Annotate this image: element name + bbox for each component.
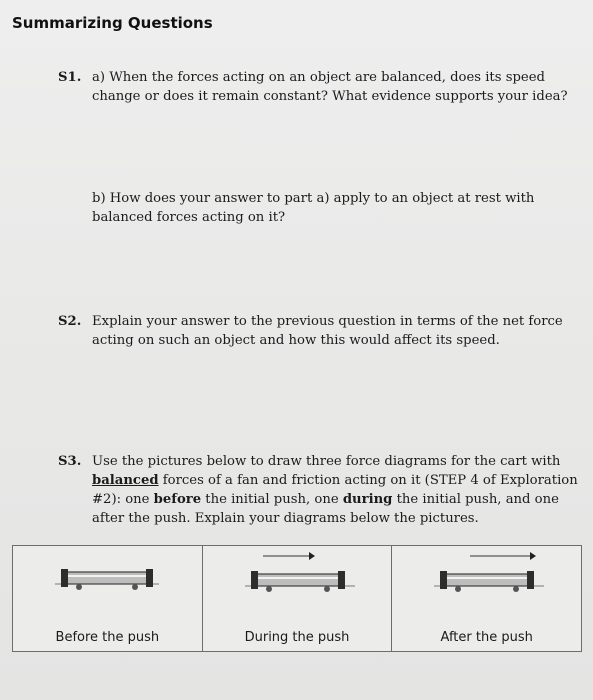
diagram-cell-after[interactable] bbox=[392, 546, 581, 651]
question-s3-text-4: the initial push, and one after the push. Explain your diagrams below the pictures. bbox=[92, 492, 559, 526]
diagram-cell-during[interactable] bbox=[203, 546, 393, 651]
emphasis-during: during bbox=[342, 492, 393, 507]
emphasis-before: before bbox=[153, 492, 202, 507]
cart-icon bbox=[53, 556, 163, 596]
question-number: S1. bbox=[58, 70, 82, 85]
diagram-label-during: During the push bbox=[244, 630, 350, 645]
question-s3-text-2: forces of a fan and friction acting on it (STEP 4 of Exploration #2): one bbox=[92, 473, 578, 507]
cart-icon bbox=[243, 548, 363, 598]
question-s1-part-b: b) How does your answer to part a) apply to an object at rest with balanced forces acting on it? bbox=[92, 191, 535, 225]
force-diagram-table bbox=[12, 545, 582, 652]
question-s2-text: Explain your answer to the previous question in terms of the net force acting on such an object and how this would affect its speed. bbox=[92, 314, 563, 348]
question-s3-text bbox=[92, 452, 580, 528]
page-title: Summarizing Questions bbox=[12, 14, 213, 32]
cart-icon bbox=[432, 548, 552, 598]
diagram-label-after: After the push bbox=[440, 630, 533, 645]
question-number: S2. bbox=[58, 314, 82, 329]
diagram-label-before: Before the push bbox=[55, 630, 160, 645]
question-number: S3. bbox=[58, 454, 82, 469]
question-s3-text-3: the initial push, one bbox=[205, 492, 339, 507]
emphasis-balanced: balanced bbox=[92, 473, 159, 488]
question-s3-text-1: Use the pictures below to draw three force diagrams for the cart with bbox=[92, 454, 561, 469]
question-s1-part-a: a) When the forces acting on an object are balanced, does its speed change or does it remain constant? What evidence supports your idea? bbox=[92, 70, 568, 104]
diagram-cell-before[interactable] bbox=[13, 546, 203, 651]
